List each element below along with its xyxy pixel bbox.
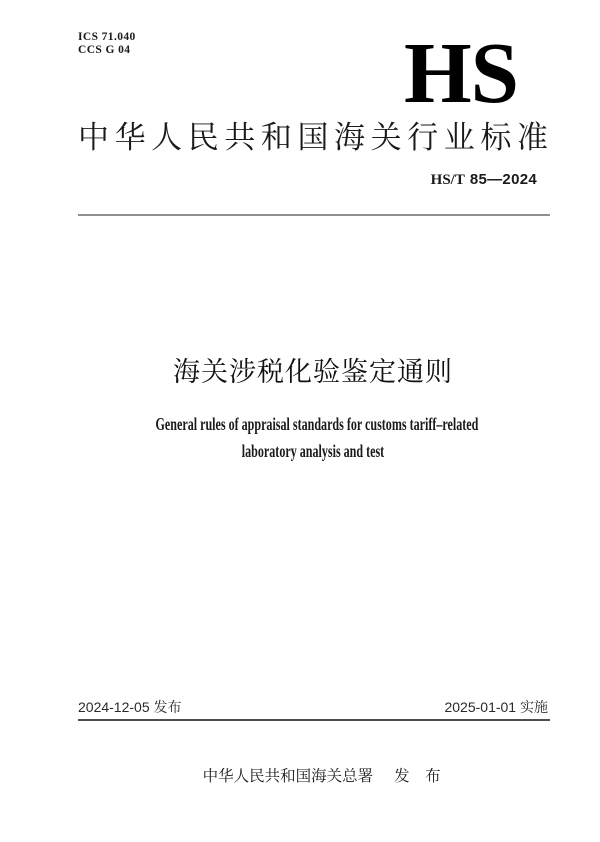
standard-code bbox=[431, 171, 537, 189]
publisher-row bbox=[78, 747, 548, 807]
document-title-cn: 海关涉税化验鉴定通则 bbox=[173, 357, 453, 387]
implement-date: 2025-01-01 实施 bbox=[444, 699, 548, 715]
issue-date: 2024-12-05 发布 bbox=[78, 699, 182, 715]
standard-code-number: 85—2024 bbox=[469, 171, 537, 188]
standard-name: 中 华 人 民 共 和 国 海 关 行 业 标 准 bbox=[78, 120, 548, 155]
hs-logo: HS bbox=[403, 24, 518, 121]
standard-code-prefix: HS/T bbox=[430, 172, 465, 188]
ics-ccs-block bbox=[78, 31, 136, 56]
date-row bbox=[78, 700, 548, 715]
document-title-en bbox=[155, 411, 479, 464]
document-title-en-line1: General rules of appraisal standards for customs tariff–related bbox=[155, 414, 479, 434]
ics-code: ICS 71.040 bbox=[78, 31, 136, 43]
document-title-en-line2: laboratory analysis and test bbox=[241, 440, 385, 461]
publish-label: 发 布 bbox=[394, 768, 441, 785]
publisher-name: 中华人民共和国海关总署 bbox=[202, 768, 374, 785]
footer-rule bbox=[78, 719, 550, 721]
header-rule bbox=[78, 214, 550, 216]
ccs-code: CCS G 04 bbox=[78, 43, 131, 56]
